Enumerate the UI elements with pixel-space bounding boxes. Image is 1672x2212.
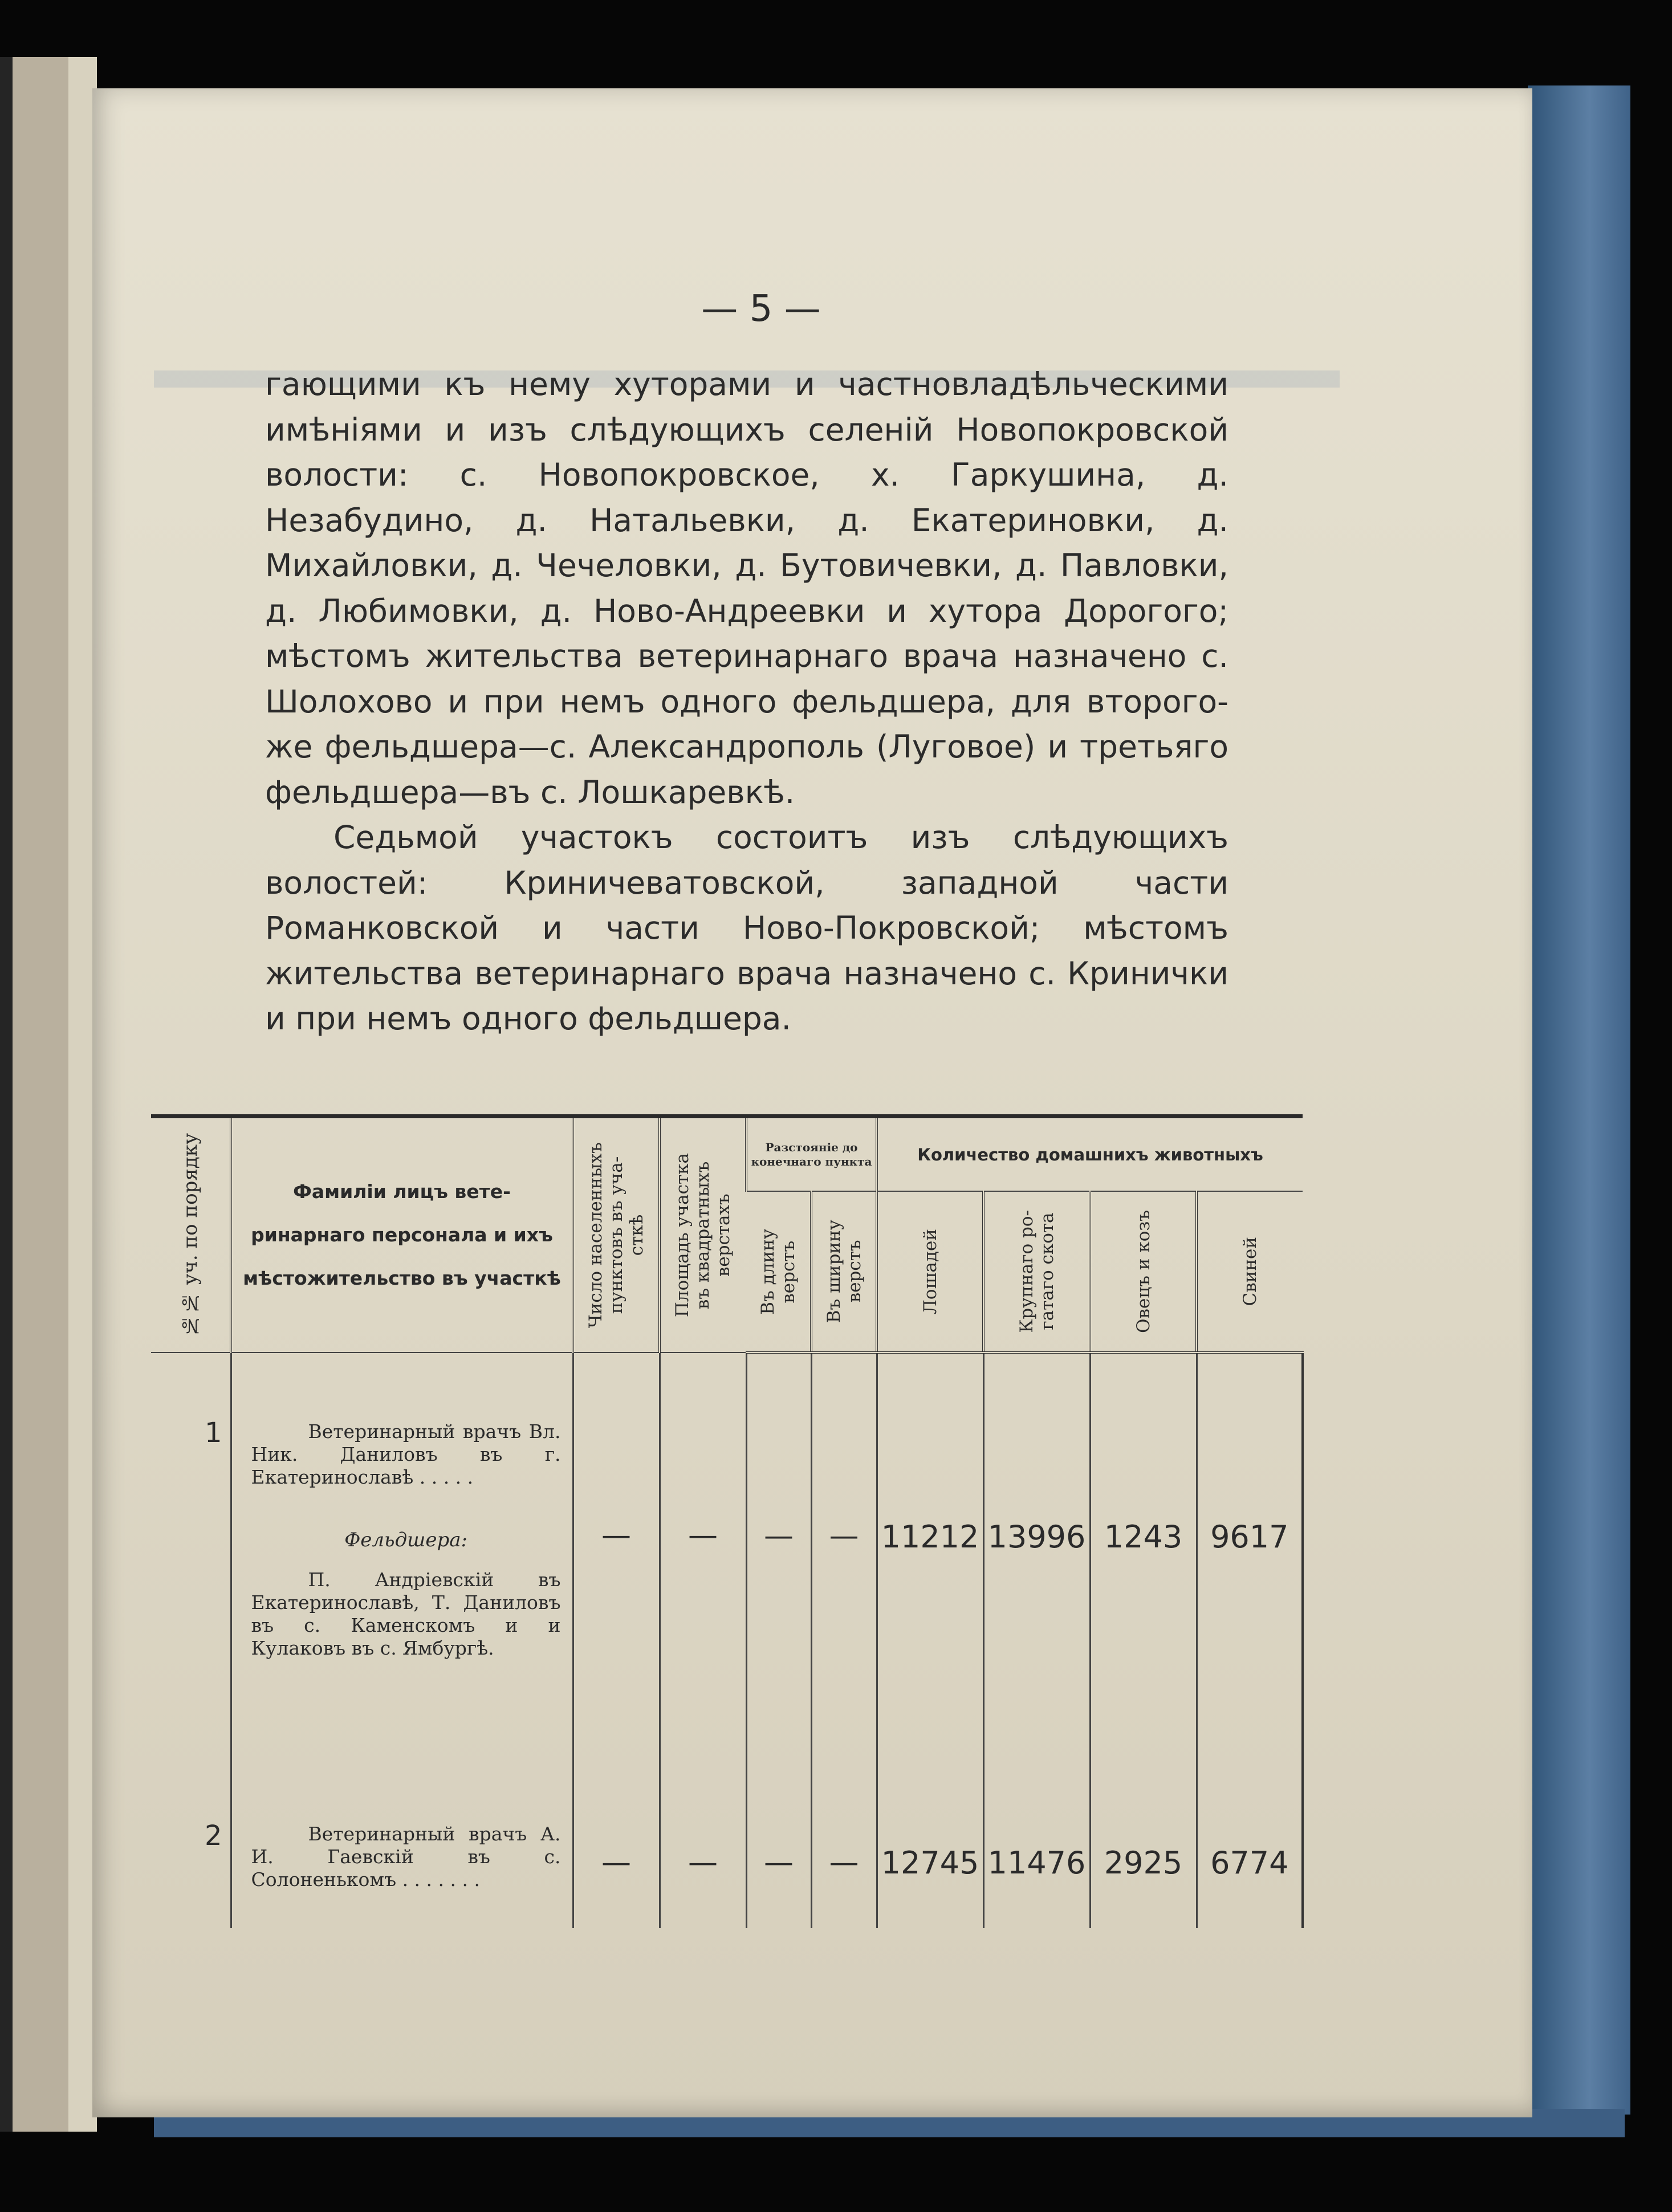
header-animals: Количество домашнихъ животныхъ [877,1117,1303,1192]
header-horses: Лошадей [877,1191,983,1353]
header-length: Въ длину верстъ [746,1191,811,1353]
cell-area: — [660,1353,746,1797]
row-number: 2 [204,1820,222,1852]
body-text [265,362,1228,1042]
vet-name: Ветеринарный врачъ Вл. Ник. Даниловъ въ г. Екатеринославѣ . . . . . [251,1420,561,1488]
header-sheep: Овецъ и козъ [1090,1191,1197,1353]
table-row [151,1797,1303,1928]
cell-settlements: — [573,1797,660,1928]
cell-area: — [660,1797,746,1928]
cell-cattle: 13996 [983,1353,1090,1797]
cell-length: — [746,1353,811,1797]
table-row [151,1353,1303,1797]
row-number: 1 [204,1417,222,1449]
cell-width: — [811,1797,877,1928]
vet-name: Ветеринарный врачъ А. И. Гаевскій въ с. Солоненькомъ . . . . . . . [251,1823,561,1891]
cell-settlements: — [573,1353,660,1797]
cell-sheep: 1243 [1090,1353,1197,1797]
veterinary-registry-table [151,1114,1304,1928]
book-cover-left [0,57,97,2132]
cell-pigs: 6774 [1197,1797,1303,1928]
header-area: Площадь участка въ квадратныхъ верстахъ [660,1117,746,1353]
cell-sheep: 2925 [1090,1797,1197,1928]
page-number: — 5 — [701,288,821,330]
header-distance: Разстояніе до конечнаго пункта [746,1117,877,1192]
paragraph-1: гающими къ нему хуторами и частновладѣльческими имѣніями и изъ слѣдующихъ селеній Новопокровской волости: с. Новопокровское, х. Гаркушина, д. Незабудино, д. Натальевки, д. Екатериновки, д. Михайловки, д. Чечеловки, д. Бутовичевки, д. Павловки, д. Любимовки, д. Ново-Андреевки и хутора Дорогого; мѣстомъ жительства ветеринарнаго врача назначено с. Шолохово и при немъ одного фельдшера, для второго-же фельдшера—с. Александрополь (Луговое) и третьяго фельдшера—въ с. Лошкаревкѣ. [265,366,1228,810]
header-width: Въ ширину верстъ [811,1191,877,1353]
header-cattle: Крупнаго ро- гатаго скота [983,1191,1090,1353]
cell-length: — [746,1797,811,1928]
cell-horses: 12745 [877,1797,983,1928]
header-number: №№ уч. по порядку [151,1117,231,1353]
row-personnel [231,1353,573,1797]
feldsher-names: П. Андріевскій въ Екатеринославѣ, Т. Даниловъ въ с. Каменскомъ и и Кулаковъ въ с. Ямбургѣ. [251,1569,561,1659]
header-name: Фамиліи лицъ вете- ринарнаго персонала и ихъ мѣстожительство въ участкѣ [231,1117,573,1353]
feldsher-heading: Фельдшера: [344,1529,467,1551]
paragraph-2: Седьмой участокъ состоитъ изъ слѣдующихъ волостей: Криничеватовской, западной части Романковской и части Ново-Покровской; мѣстомъ жительства ветеринарнаго врача назначено с. Кринички и при немъ одного фельдшера. [265,819,1228,1037]
cell-horses: 11212 [877,1353,983,1797]
book-cover-right [1528,85,1630,2115]
cell-pigs: 9617 [1197,1353,1303,1797]
row-personnel [231,1797,573,1928]
cell-cattle: 11476 [983,1797,1090,1928]
header-settlements: Число населенныхъ пунктовъ въ уча- сткѣ [573,1117,660,1353]
cell-width: — [811,1353,877,1797]
header-pigs: Свиней [1197,1191,1303,1353]
